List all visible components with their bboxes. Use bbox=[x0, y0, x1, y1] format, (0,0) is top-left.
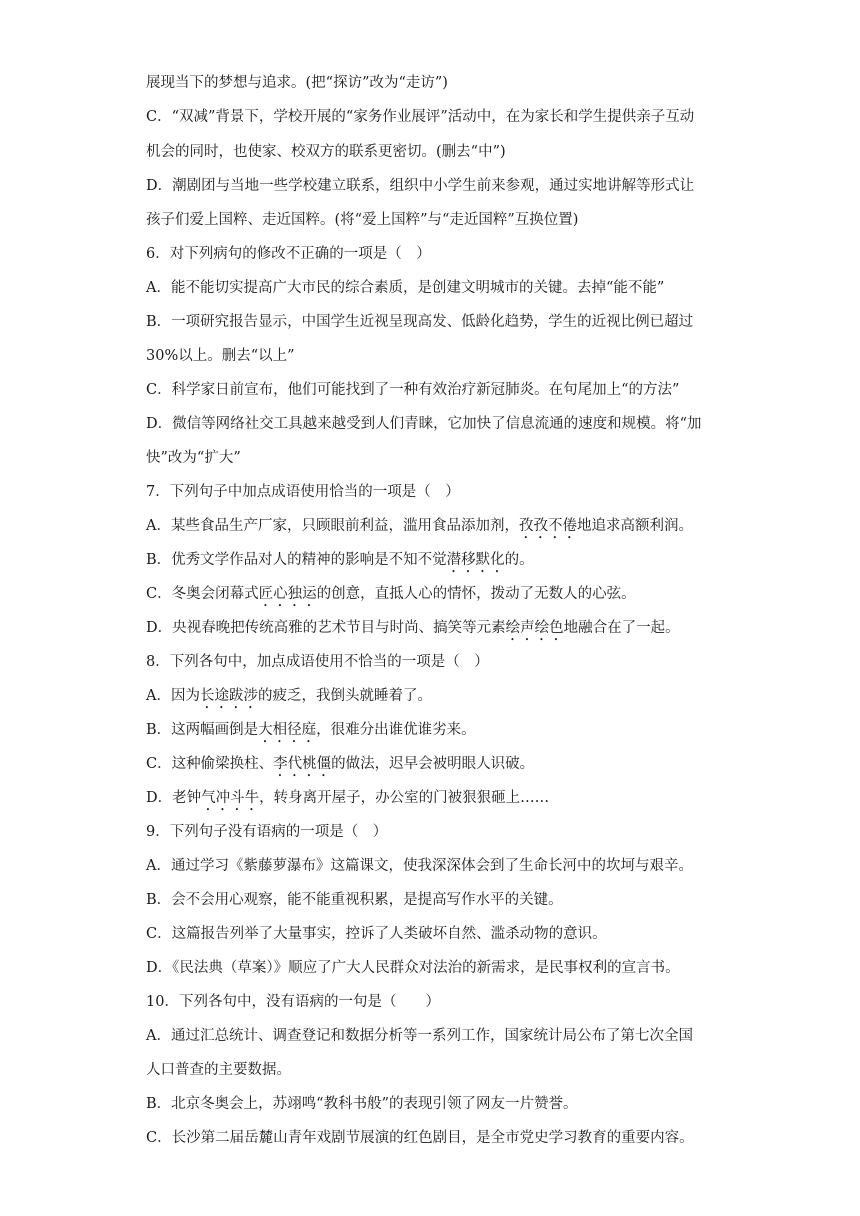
q8-option-d: D．老钟气冲斗牛，转身离开屋子，办公室的门被狠狠砸上…… bbox=[146, 790, 550, 806]
q6-option-d-cont: 快”改为“扩大” bbox=[146, 450, 241, 466]
dotted-idiom: 潜移默化 bbox=[446, 552, 505, 568]
q6-stem: 6．对下列病句的修改不正确的一项是（ ） bbox=[146, 246, 431, 262]
q10-option-a-cont: 人口普查的主要数据。 bbox=[146, 1062, 291, 1078]
q9-option-b: B．会不会用心观察，能不能重视积累，是提高写作水平的关键。 bbox=[146, 892, 563, 908]
q8-option-a: A．因为长途跋涉的疲乏，我倒头就睡着了。 bbox=[146, 688, 432, 704]
q10-option-c: C．长沙第二届岳麓山青年戏剧节展演的红色剧目，是全市党史学习教育的重要内容。 bbox=[146, 1130, 694, 1146]
q5-option-b-cont: 展现当下的梦想与追求。(把“探访”改为“走访”) bbox=[146, 75, 448, 91]
dotted-idiom: 绘声绘色 bbox=[505, 620, 564, 636]
q7-option-c: C．冬奥会闭幕式匠心独运的创意，直抵人心的情怀，拨动了无数人的心弦。 bbox=[146, 586, 636, 602]
q7-stem: 7．下列句子中加点成语使用恰当的一项是（ ） bbox=[146, 484, 460, 500]
q8-stem: 8．下列各句中，加点成语使用不恰当的一项是（ ） bbox=[146, 654, 489, 670]
q6-option-d: D．微信等网络社交工具越来越受到人们青睐，它加快了信息流通的速度和规模。将“加 bbox=[146, 416, 702, 432]
dotted-idiom: 大相径庭 bbox=[258, 722, 317, 738]
q8-option-b: B．这两幅画倒是大相径庭，很难分出谁优谁劣来。 bbox=[146, 722, 476, 738]
q5-option-c: C．“双减”背景下，学校开展的“家务作业展评”活动中，在为家长和学生提供亲子互动 bbox=[146, 109, 695, 125]
q9-option-d: D．《民法典（草案）》顺应了广大人民群众对法治的新需求，是民事权利的宣言书。 bbox=[146, 960, 680, 976]
q7-option-b: B．优秀文学作品对人的精神的影响是不知不觉潜移默化的。 bbox=[146, 552, 534, 568]
dotted-idiom: 匠心独运 bbox=[258, 586, 317, 602]
q7-option-a: A．某些食品生产厂家，只顾眼前利益，滥用食品添加剂，孜孜不倦地追求高额利润。 bbox=[146, 518, 693, 534]
q5-option-c-cont: 机会的同时，也使家、校双方的联系更密切。(删去“中”) bbox=[146, 144, 506, 160]
q9-option-a: A．通过学习《紫藤萝瀑布》这篇课文，使我深深体会到了生命长河中的坎坷与艰辛。 bbox=[146, 858, 693, 874]
q5-option-d-cont: 孩子们爱上国粹、走近国粹。(将“爱上国粹”与“走近国粹”互换位置) bbox=[146, 212, 579, 228]
q6-option-b: B．一项研究报告显示，中国学生近视呈现高发、低龄化趋势，学生的近视比例已超过 bbox=[146, 314, 694, 330]
q5-option-d: D．潮剧团与当地一些学校建立联系，组织中小学生前来参观，通过实地讲解等形式让 bbox=[146, 178, 695, 194]
q10-option-b: B．北京冬奥会上，苏翊鸣“教科书般”的表现引领了网友一片赞誉。 bbox=[146, 1096, 578, 1112]
dotted-idiom: 李代桃僵 bbox=[273, 756, 332, 772]
q7-option-d: D．央视春晚把传统高雅的艺术节目与时尚、搞笑等元素绘声绘色地融合在了一起。 bbox=[146, 620, 680, 636]
q6-option-a: A．能不能切实提高广大市民的综合素质，是创建文明城市的关键。去掉“能不能” bbox=[146, 280, 665, 296]
q10-stem: 10．下列各句中，没有语病的一句是（ ） bbox=[146, 994, 440, 1010]
q6-option-b-cont: 30%以上。删去“以上” bbox=[146, 348, 295, 364]
q6-option-c: C．科学家日前宣布，他们可能找到了一种有效治疗新冠肺炎。在句尾加上“的方法” bbox=[146, 382, 680, 398]
dotted-idiom: 气冲斗牛 bbox=[201, 790, 260, 806]
dotted-idiom: 孜孜不倦 bbox=[518, 518, 577, 534]
q9-option-c: C．这篇报告列举了大量事实，控诉了人类破坏自然、滥杀动物的意识。 bbox=[146, 926, 607, 942]
q8-option-c: C．这种偷梁换柱、李代桃僵的做法，迟早会被明眼人识破。 bbox=[146, 756, 535, 772]
q9-stem: 9．下列句子没有语病的一项是（ ） bbox=[146, 824, 388, 840]
q10-option-a: A．通过汇总统计、调查登记和数据分析等一系列工作，国家统计局公布了第七次全国 bbox=[146, 1028, 693, 1044]
dotted-idiom: 长途跋涉 bbox=[199, 688, 258, 704]
